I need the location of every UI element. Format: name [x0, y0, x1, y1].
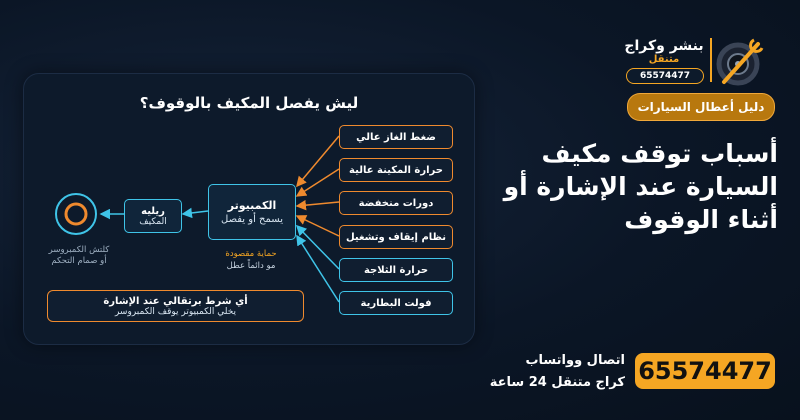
cause-box: فولت البطارية [339, 291, 453, 315]
protection-subtitle: مو دائماً عطل [226, 261, 276, 271]
ecu-box [208, 184, 296, 240]
cause-box: حرارة المكينة عالية [339, 158, 453, 182]
relay-title: ريليه [141, 205, 165, 217]
contact-label: اتصال وواتساب [525, 353, 625, 368]
brand-subtitle: متنقل [648, 54, 680, 65]
brand-name: بنشر وكراج [624, 38, 704, 54]
headline-line: السيارة عند الإشارة أو [503, 172, 778, 201]
ecu-subtitle: يسمح أو يفصل [221, 214, 283, 225]
call-phone-button[interactable]: 65574477 [635, 353, 775, 389]
diagram-panel [23, 73, 475, 345]
brand-phone: 65574477 [626, 68, 704, 84]
contact-service-label: كراج متنقل 24 ساعة [489, 375, 625, 390]
note-subtitle: يخلي الكمبيوتر يوقف الكمبروسر [114, 306, 237, 317]
brand-divider [710, 38, 712, 82]
cause-box: ضغط الغاز عالي [339, 125, 453, 149]
note-title: أي شرط برتقالي عند الإشارة [103, 295, 248, 307]
diagram-title: ليش يفصل المكيف بالوقوف؟ [139, 94, 359, 112]
tire-wrench-logo-icon [714, 36, 766, 88]
ecu-title: الكمبيوتر [227, 199, 277, 212]
relay-subtitle: المكيف [139, 216, 167, 227]
clutch-label: أو صمام التحكم [51, 256, 107, 266]
page-headline [492, 137, 778, 236]
cause-box: حرارة الثلاجة [339, 258, 453, 282]
note-box [47, 290, 304, 322]
ecu-relay-connector [183, 211, 208, 214]
compressor-clutch-icon [56, 194, 96, 234]
headline-line: أسباب توقف مكيف [541, 139, 778, 168]
cause-connector [297, 236, 339, 302]
protection-title: حماية مقصودة [225, 249, 277, 259]
clutch-label: كلتش الكمبروسر [48, 245, 110, 255]
relay-box [124, 199, 182, 233]
cause-box: دورات منخفضة [339, 191, 453, 215]
guide-badge: دليل أعطال السيارات [627, 93, 775, 121]
cause-box: نظام إيقاف وتشغيل [339, 225, 453, 249]
cause-connector [297, 136, 339, 186]
headline-line: أثناء الوقوف [624, 205, 778, 234]
cause-connector [297, 169, 339, 196]
cause-connector [297, 202, 339, 206]
